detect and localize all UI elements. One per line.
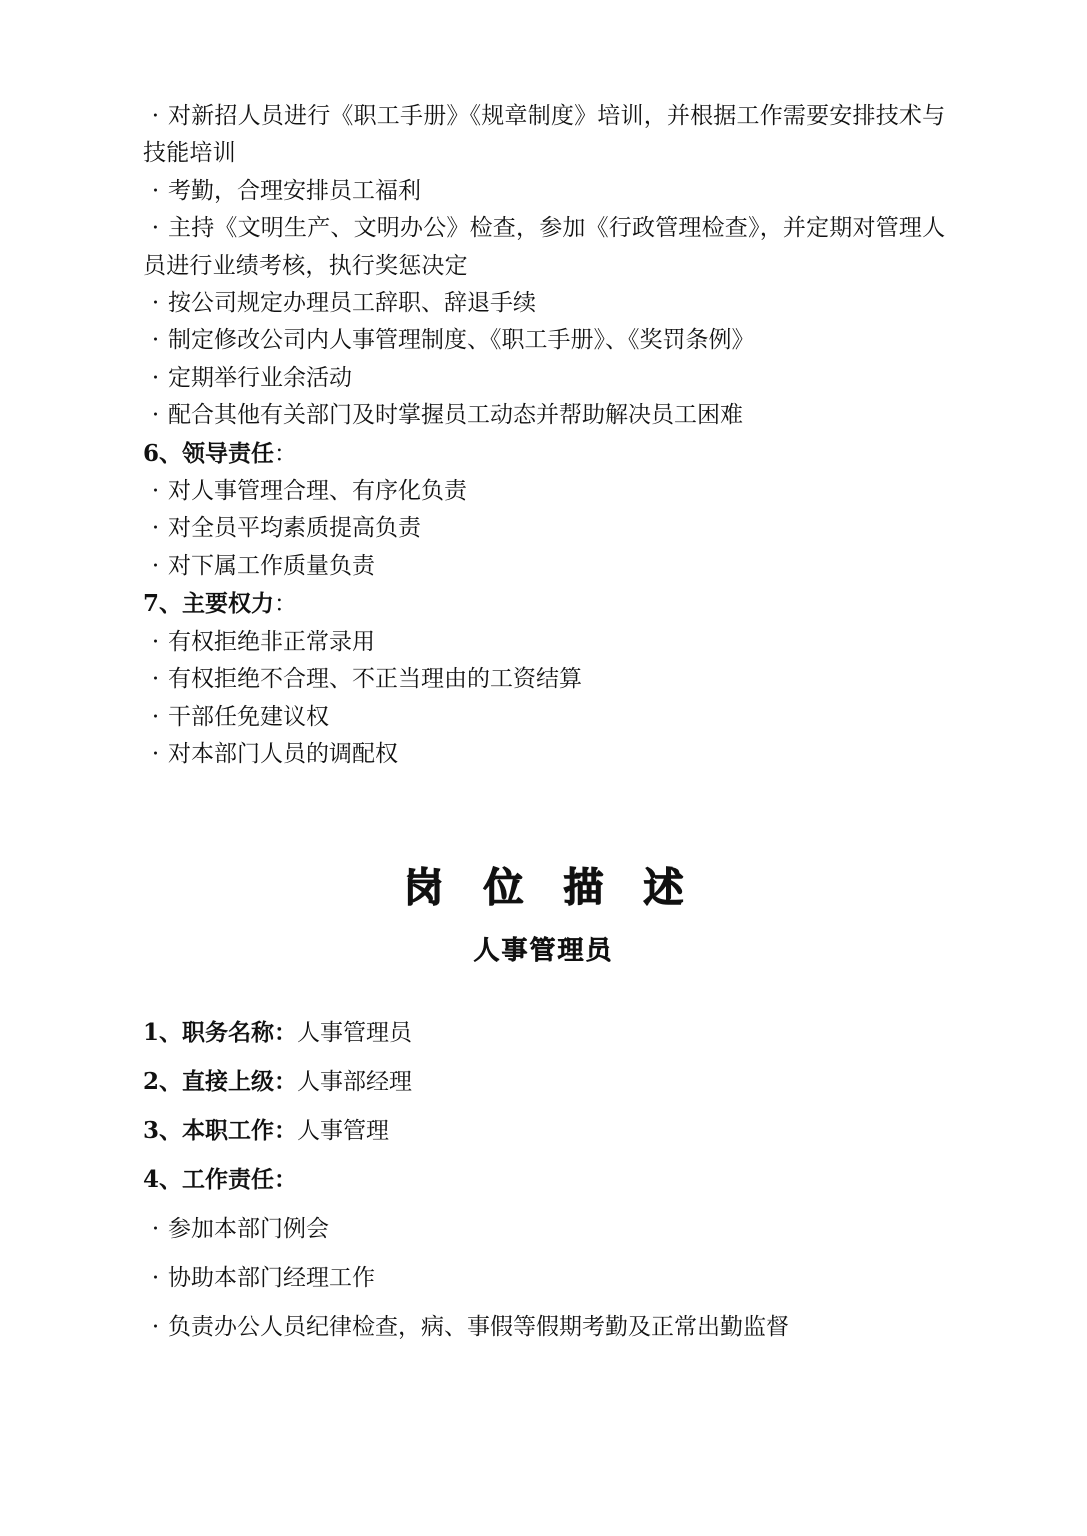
list-item: · 干部任免建议权 bbox=[143, 699, 951, 736]
bullet-glyph: · bbox=[151, 402, 160, 429]
bullet-glyph: · bbox=[151, 1216, 160, 1242]
bullet-glyph: · bbox=[151, 215, 160, 242]
bullet-glyph: · bbox=[151, 515, 160, 542]
list-item: · 考勤，合理安排员工福利 bbox=[143, 173, 951, 210]
list-item: · 有权拒绝非正常录用 bbox=[143, 624, 951, 661]
bullet-glyph: · bbox=[151, 290, 160, 317]
list-item: · 对下属工作质量负责 bbox=[143, 548, 951, 585]
bullet-glyph: · bbox=[151, 552, 160, 579]
bullet-glyph: · bbox=[151, 628, 160, 655]
bullet-glyph: · bbox=[151, 740, 160, 767]
list-item: · 主持《文明生产、文明办公》检查，参加《行政管理检查》，并定期对管理人员进行业绩考核，执行奖惩决定 bbox=[143, 210, 951, 285]
bullet-glyph: · bbox=[151, 177, 160, 204]
field-job-title: 1、职务名称：人事管理员 bbox=[143, 1019, 413, 1046]
list-item: · 负责办公人员纪律检查，病、事假等假期考勤及正常出勤监督 bbox=[143, 1307, 951, 1356]
list-item: · 定期举行业余活动 bbox=[143, 360, 951, 397]
section-heading-authority: 7、主要权力： bbox=[143, 590, 298, 618]
list-item: · 制定修改公司内人事管理制度、《职工手册》、《奖罚条例》 bbox=[143, 322, 951, 359]
list-item: · 对全员平均素质提高负责 bbox=[143, 510, 951, 547]
document-title: 岗位描述 bbox=[403, 864, 724, 911]
list-item: · 对人事管理合理、有序化负责 bbox=[143, 473, 951, 510]
bullet-glyph: · bbox=[151, 703, 160, 730]
bullet-glyph: · bbox=[151, 1265, 160, 1291]
list-item: · 有权拒绝不合理、不正当理由的工资结算 bbox=[143, 661, 951, 698]
field-core-work: 3、本职工作：人事管理 bbox=[143, 1117, 390, 1144]
list-item: · 按公司规定办理员工辞职、辞退手续 bbox=[143, 285, 951, 322]
list-item: · 参加本部门例会 bbox=[143, 1209, 951, 1258]
bullet-glyph: · bbox=[151, 364, 160, 391]
bullet-glyph: · bbox=[151, 1314, 160, 1340]
position-description bbox=[143, 1013, 951, 1356]
document-subtitle: 人事管理员 bbox=[473, 936, 614, 966]
section-heading-leadership: 6、领导责任： bbox=[143, 439, 298, 467]
bullet-glyph: · bbox=[151, 478, 160, 505]
field-responsibilities: 4、工作责任： bbox=[143, 1166, 298, 1193]
list-item: · 协助本部门经理工作 bbox=[143, 1258, 951, 1307]
responsibilities-continued bbox=[143, 98, 951, 773]
field-supervisor: 2、直接上级：人事部经理 bbox=[143, 1068, 413, 1095]
list-item: · 配合其他有关部门及时掌握员工动态并帮助解决员工困难 bbox=[143, 397, 951, 434]
bullet-glyph: · bbox=[151, 103, 160, 129]
list-item: · 对新招人员进行《职工手册》《规章制度》培训，并根据工作需要安排技术与技能培训 bbox=[143, 98, 951, 173]
bullet-glyph: · bbox=[151, 327, 160, 354]
list-item: · 对本部门人员的调配权 bbox=[143, 736, 951, 773]
bullet-glyph: · bbox=[151, 666, 160, 693]
